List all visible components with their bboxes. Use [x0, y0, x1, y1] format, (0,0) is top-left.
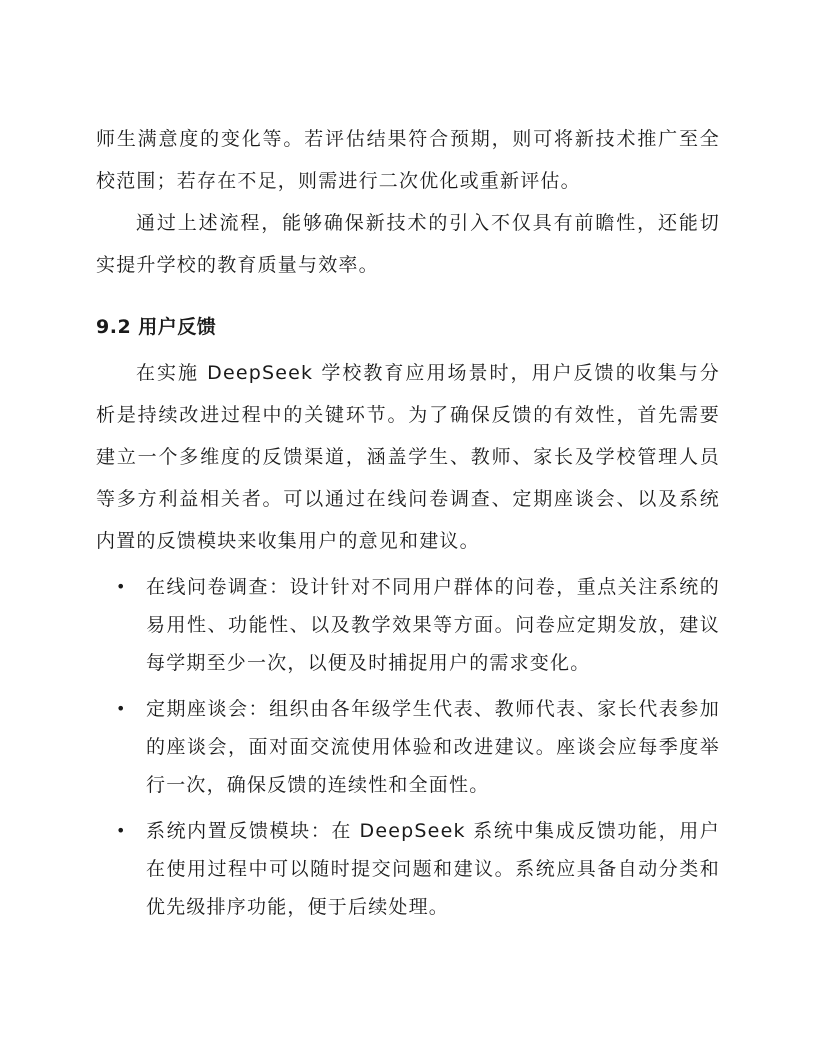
document-page — [96, 118, 720, 934]
list-item-text: 系统内置反馈模块：在 DeepSeek 系统中集成反馈功能，用户在使用过程中可以随时提交问题和建议。系统应具备自动分类和优先级排序功能，便于后续处理。 — [146, 820, 720, 918]
feedback-channel-list — [96, 568, 720, 926]
list-item — [96, 690, 720, 804]
section-heading: 9.2 用户反馈 — [96, 316, 217, 338]
list-item — [96, 568, 720, 682]
list-item-text: 在线问卷调查：设计针对不同用户群体的问卷，重点关注系统的易用性、功能性、以及教学效果等方面。问卷应定期发放，建议每学期至少一次，以便及时捕捉用户的需求变化。 — [146, 576, 720, 674]
bullet-icon: • — [116, 577, 127, 596]
intro-paragraph-2: 通过上述流程，能够确保新技术的引入不仅具有前瞻性，还能切实提升学校的教育质量与效率。 — [96, 212, 720, 276]
list-item-text: 定期座谈会：组织由各年级学生代表、教师代表、家长代表参加的座谈会，面对面交流使用体验和改进建议。座谈会应每季度举行一次，确保反馈的连续性和全面性。 — [146, 698, 720, 796]
section-paragraph: 在实施 DeepSeek 学校教育应用场景时，用户反馈的收集与分析是持续改进过程中的关键环节。为了确保反馈的有效性，首先需要建立一个多维度的反馈渠道，涵盖学生、教师、家长及学校管理人员等多方利益相关者。可以通过在线问卷调查、定期座谈会、以及系统内置的反馈模块来收集用户的意见和建议。 — [96, 362, 720, 552]
list-item — [96, 812, 720, 926]
bullet-icon: • — [116, 821, 127, 840]
bullet-icon: • — [116, 699, 127, 718]
intro-paragraph-1: 师生满意度的变化等。若评估结果符合预期，则可将新技术推广至全校范围；若存在不足，则需进行二次优化或重新评估。 — [96, 128, 720, 192]
